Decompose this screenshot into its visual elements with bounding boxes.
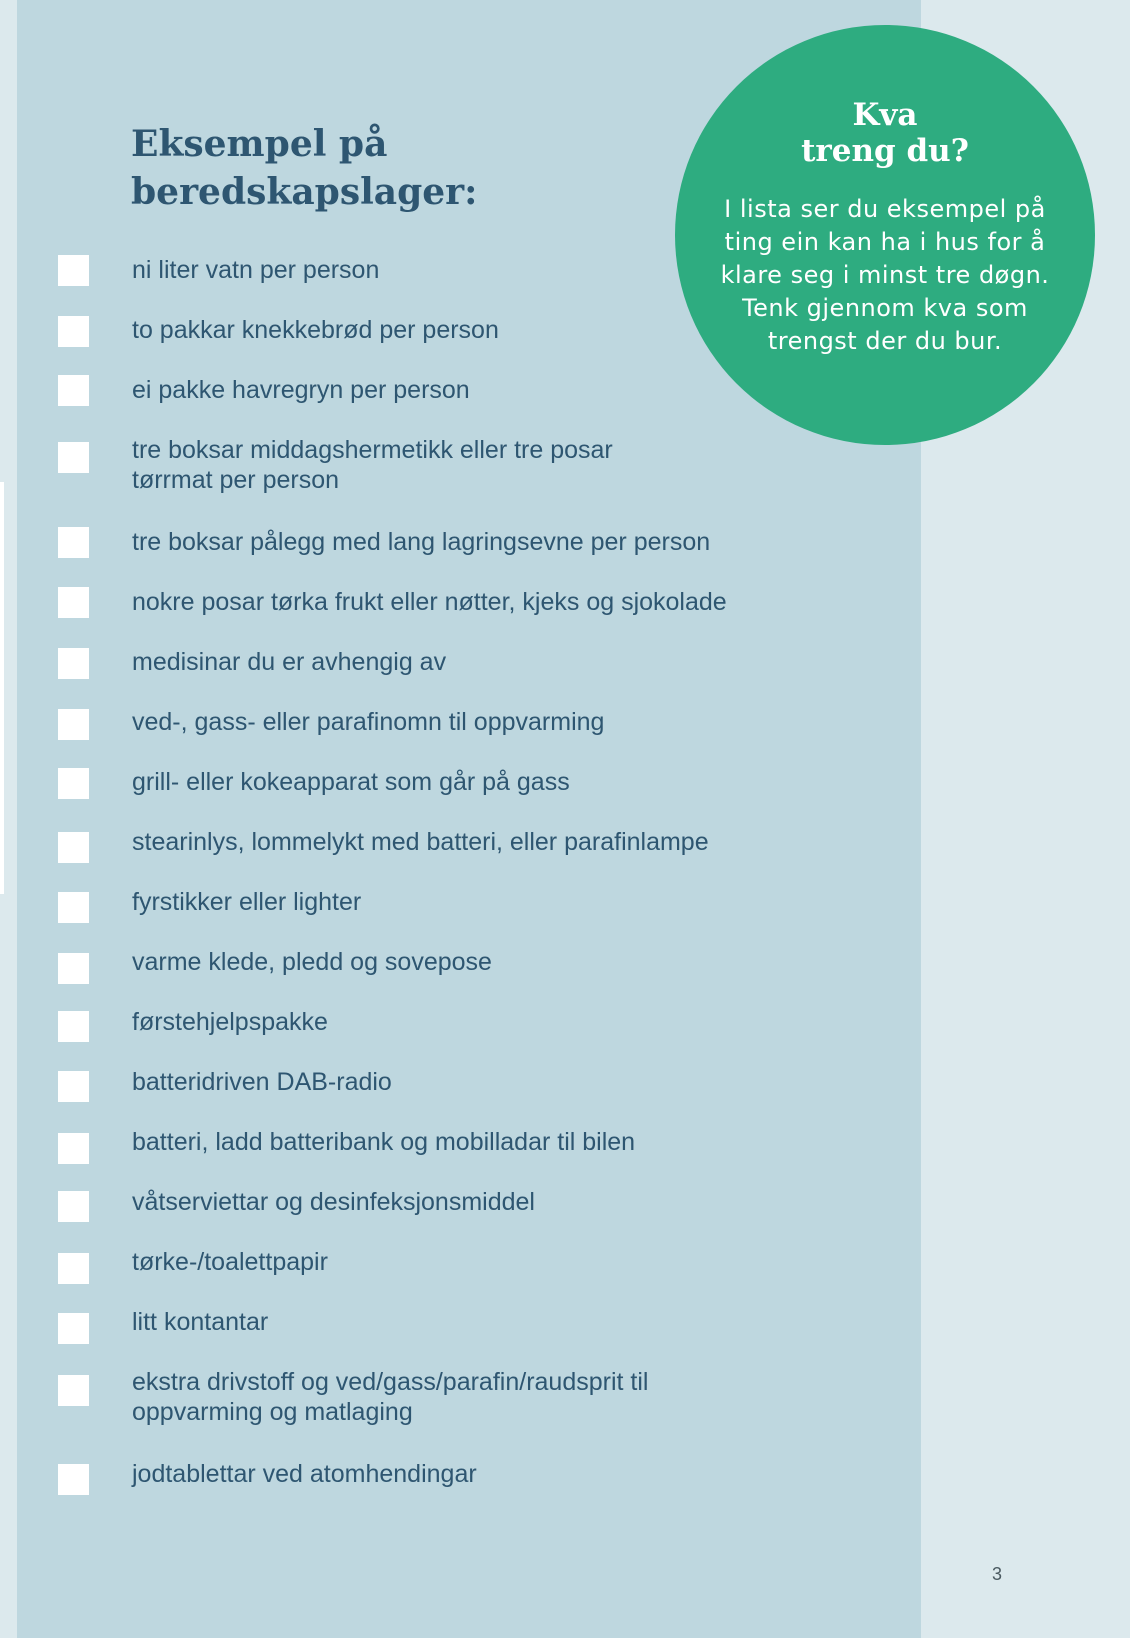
page-number: 3 (991, 1564, 1002, 1584)
checkbox[interactable] (58, 1313, 89, 1344)
checkbox[interactable] (58, 1464, 89, 1495)
checklist-item-label: jodtablettar ved atomhendingar (132, 1460, 477, 1488)
info-circle-title: Kva treng du? (801, 97, 969, 169)
checklist-item-label: stearinlys, lommelykt med batteri, eller parafinlampe (132, 828, 709, 856)
checklist-item-label: ei pakke havregryn per person (132, 376, 470, 404)
checkbox[interactable] (58, 1133, 89, 1164)
checklist-item-label: tørke-/toalettpapir (132, 1248, 328, 1276)
checkbox[interactable] (58, 375, 89, 406)
checkbox[interactable] (58, 255, 89, 286)
checklist-item-label: tre boksar pålegg med lang lagringsevne per person (132, 528, 711, 556)
checklist-item-label: batteri, ladd batteribank og mobilladar til bilen (132, 1128, 636, 1156)
checkbox[interactable] (58, 832, 89, 863)
checkbox[interactable] (58, 648, 89, 679)
checkbox[interactable] (58, 1253, 89, 1284)
checkbox[interactable] (58, 768, 89, 799)
checklist-item-label: varme klede, pledd og sovepose (132, 948, 492, 976)
checklist-item-label: litt kontantar (132, 1308, 269, 1336)
checkbox[interactable] (58, 1191, 89, 1222)
checklist-item-label: ved-, gass- eller parafinomn til oppvarming (132, 708, 605, 736)
checklist-item-label: batteridriven DAB-radio (132, 1068, 392, 1096)
page-title: Eksempel på beredskapslager: (131, 123, 478, 213)
checkbox[interactable] (58, 953, 89, 984)
checklist-item-label: medisinar du er avhengig av (132, 648, 447, 676)
page-edge-strip (0, 482, 4, 894)
info-circle-body: I lista ser du eksempel på ting ein kan ha i hus for å klare seg i minst tre døgn. Tenk gjennom kva som trengst der du bur. (720, 195, 1050, 355)
checklist-item-label: førstehjelpspakke (132, 1008, 328, 1036)
checklist-item-label: fyrstikker eller lighter (132, 888, 362, 916)
checkbox[interactable] (58, 1375, 89, 1406)
checkbox[interactable] (58, 892, 89, 923)
checklist-item-label: tre boksar middagshermetikk eller tre posar tørrmat per person (132, 436, 613, 494)
checkbox[interactable] (58, 316, 89, 347)
checkbox[interactable] (58, 709, 89, 740)
checklist-item-label: to pakkar knekkebrød per person (132, 316, 499, 344)
checkbox[interactable] (58, 527, 89, 558)
checkbox[interactable] (58, 1071, 89, 1102)
checkbox[interactable] (58, 442, 89, 473)
checklist-item-label: nokre posar tørka frukt eller nøtter, kjeks og sjokolade (132, 588, 727, 616)
checklist-item-label: ni liter vatn per person (132, 256, 380, 284)
checkbox[interactable] (58, 587, 89, 618)
checklist-item-label: ekstra drivstoff og ved/gass/parafin/raudsprit til oppvarming og matlaging (132, 1368, 649, 1426)
checkbox[interactable] (58, 1011, 89, 1042)
checklist-item-label: våtserviettar og desinfeksjonsmiddel (132, 1188, 535, 1216)
checklist-item-label: grill- eller kokeapparat som går på gass (132, 768, 570, 796)
